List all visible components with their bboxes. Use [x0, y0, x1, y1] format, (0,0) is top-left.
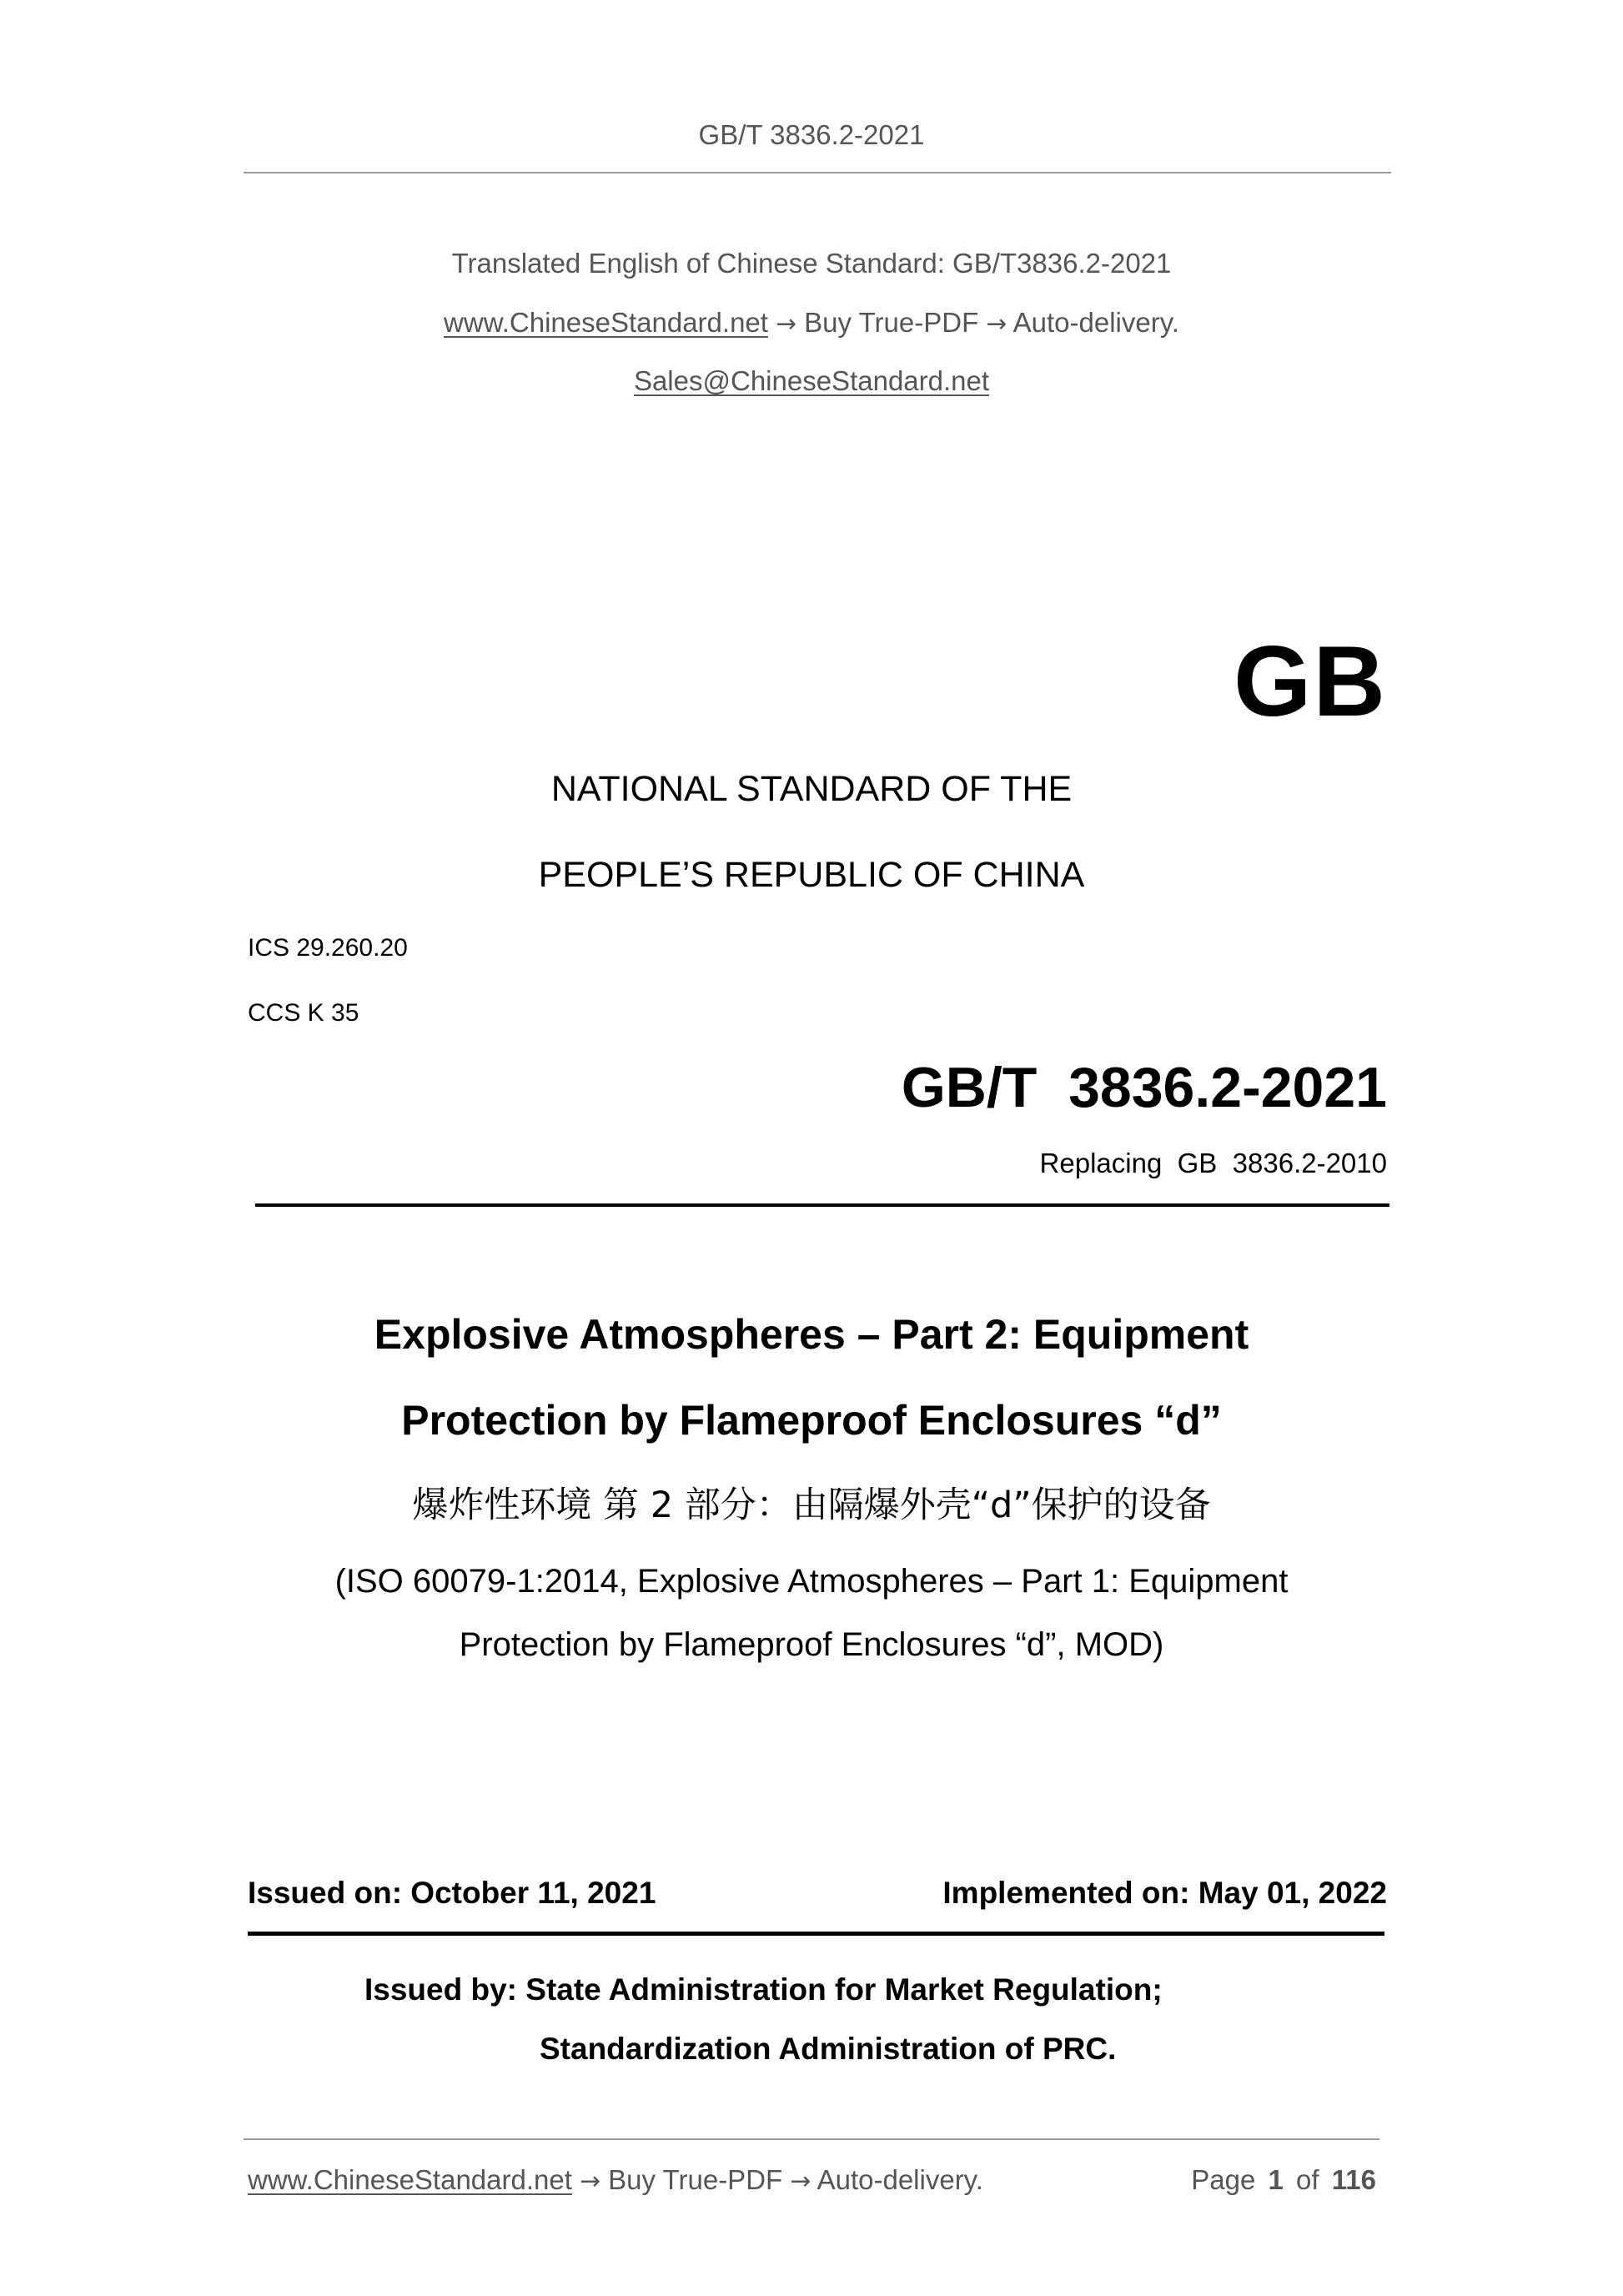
issued-by-line2: Standardization Administration of PRC.	[540, 2032, 1117, 2066]
footer-buy-text: Buy True-PDF	[608, 2164, 783, 2195]
title-divider	[255, 1203, 1389, 1207]
standard-number: GB/T 3836.2-2021	[901, 1056, 1387, 1119]
arrow-right-icon: →	[580, 2167, 600, 2196]
implemented-on: Implemented on: May 01, 2022	[942, 1876, 1387, 1910]
chinese-title: 爆炸性环境 第 2 部分：由隔爆外壳“d”保护的设备	[412, 1485, 1211, 1526]
national-standard-line2: PEOPLE’S REPUBLIC OF CHINA	[538, 855, 1085, 895]
ccs-code: CCS K 35	[248, 999, 359, 1027]
buy-text: Buy True-PDF	[804, 307, 979, 338]
arrow-right-icon: →	[790, 2167, 812, 2196]
translated-line: Translated English of Chinese Standard: GB/T3836.2-2021	[451, 248, 1172, 279]
footer-site-link[interactable]: www.ChineseStandard.net	[248, 2164, 572, 2195]
page-current: 1	[1268, 2164, 1284, 2195]
footer-promo	[248, 2166, 983, 2194]
iso-reference-line1: (ISO 60079-1:2014, Explosive Atmospheres – Part 1: Equipment	[334, 1563, 1289, 1600]
national-standard-line1: NATIONAL STANDARD OF THE	[550, 769, 1073, 809]
header-rule	[244, 172, 1391, 173]
issued-on: Issued on: October 11, 2021	[248, 1876, 656, 1910]
issued-by-line1: Issued by: State Administration for Market Regulation;	[364, 1972, 1163, 2007]
running-header: GB/T 3836.2-2021	[698, 119, 925, 150]
title-line1: Explosive Atmospheres – Part 2: Equipment	[374, 1311, 1249, 1358]
email-link[interactable]: Sales@ChineseStandard.net	[633, 365, 990, 396]
replacing-note: Replacing GB 3836.2-2010	[1039, 1148, 1387, 1178]
promo-line	[0, 309, 1623, 337]
footer-delivery-text: Auto-delivery.	[817, 2164, 983, 2195]
page-total: 116	[1331, 2164, 1376, 2195]
arrow-right-icon: →	[986, 309, 1007, 339]
gb-mark: GB	[1234, 625, 1387, 737]
page-indicator	[1191, 2166, 1376, 2193]
site-link[interactable]: www.ChineseStandard.net	[444, 307, 768, 338]
footer-rule	[244, 2138, 1379, 2140]
arrow-right-icon: →	[776, 309, 796, 339]
iso-reference-line2: Protection by Flameproof Enclosures “d”, MOD)	[459, 1626, 1164, 1663]
title-line2: Protection by Flameproof Enclosures “d”	[401, 1397, 1222, 1444]
ics-code: ICS 29.260.20	[248, 934, 408, 962]
page-label: Page	[1191, 2164, 1256, 2195]
dates-divider	[248, 1932, 1384, 1936]
page-of: of	[1296, 2164, 1319, 2195]
delivery-text: Auto-delivery.	[1012, 307, 1179, 338]
